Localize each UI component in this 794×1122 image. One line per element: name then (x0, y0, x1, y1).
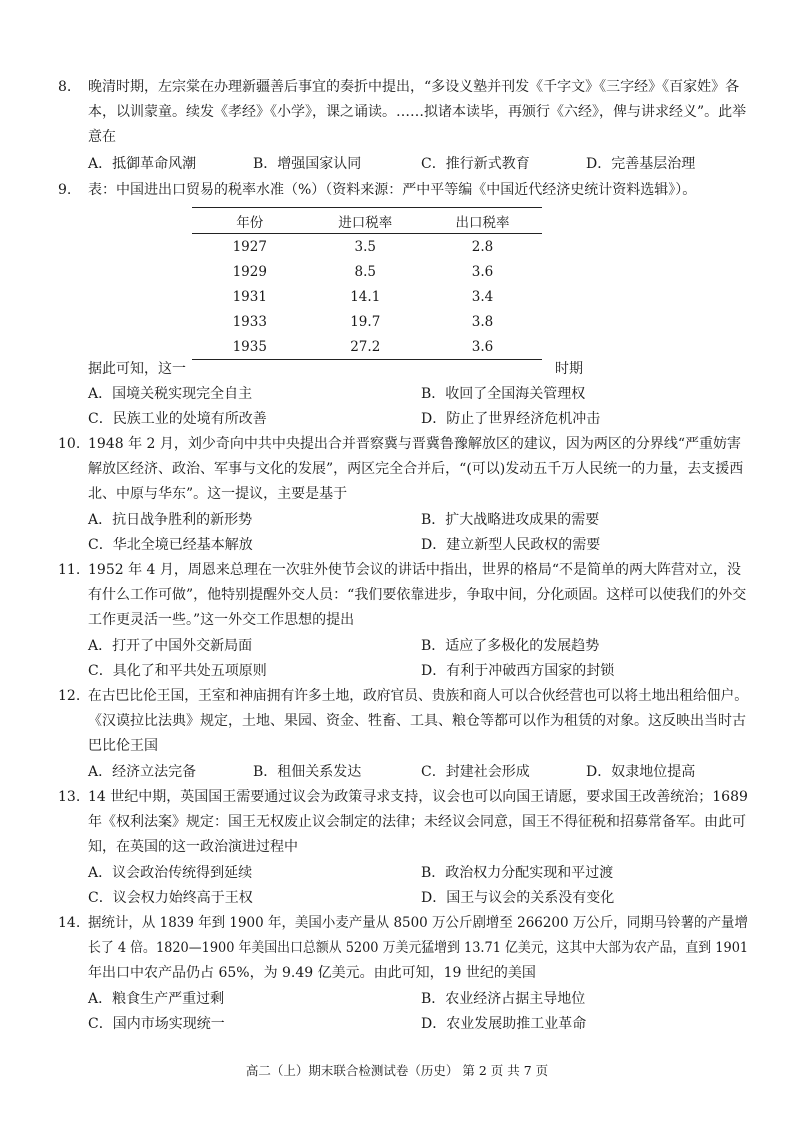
option-a: A．抵御革命风潮 (88, 156, 197, 172)
question-text: 晚清时期，左宗棠在办理新疆善后事宜的奏折中提出，“多设义塾并刊发《千字文》《三字经》《百家姓》各 (88, 79, 740, 95)
table-cell: 1931 (232, 288, 267, 305)
question-text: 解放区经济、政治、军事与文化的发展”，两区完全合并后，“(可以)发动五千万人民统一的力量，去支援西 (88, 461, 744, 477)
table-cell: 1933 (232, 313, 267, 330)
question-text: 1948 年 2 月，刘少奇向中共中央提出合并晋察冀与晋冀鲁豫解放区的建议，因为两区的分界线“严重妨害 (88, 436, 742, 452)
question-text: 工作更灵活一些。”这一外交工作思想的提出 (88, 612, 355, 628)
option-a: A．粮食生产严重过剩 (88, 991, 225, 1007)
option-b: B．收回了全国海关管理权 (421, 386, 586, 402)
question-10-options-row-2 (88, 533, 748, 558)
option-d: D．有利于冲破西方国家的封锁 (421, 663, 615, 679)
question-text: 长了 4 倍。1820—1900 年美国出口总额从 5200 万美元猛增到 13.71 亿美元，这其中大部为农产品，直到 1901 (88, 940, 749, 956)
table-cell: 1927 (232, 238, 267, 255)
option-a: A．经济立法完备 (88, 764, 197, 780)
option-b: B．租佃关系发达 (253, 764, 362, 780)
table-cell: 1929 (232, 263, 267, 280)
option-c: C．民族工业的处境有所改善 (88, 411, 267, 427)
question-text: 年出口中农产品仍占 65%，为 9.49 亿美元。由此可知，19 世纪的美国 (88, 965, 536, 981)
option-b: B．增强国家认同 (253, 156, 362, 172)
table-cell: 3.6 (471, 263, 494, 280)
table-cell: 19.7 (350, 313, 381, 330)
table-cell: 14.1 (350, 288, 381, 305)
table-row (192, 234, 542, 260)
table-cell: 3.4 (471, 288, 494, 305)
question-12 (58, 684, 748, 759)
option-c: C．国内市场实现统一 (88, 1016, 225, 1032)
option-b: B．政治权力分配实现和平过渡 (421, 865, 614, 881)
question-14 (58, 911, 748, 986)
question-13 (58, 785, 748, 860)
table-cell: 8.5 (354, 263, 376, 280)
table-cell: 1935 (232, 338, 267, 355)
question-number: 12. (58, 688, 81, 704)
question-9-options-row-1 (88, 382, 748, 407)
question-text: 在古巴比伦王国，王室和神庙拥有许多土地，政府官员、贵族和商人可以合伙经营也可以将土地出租给佃户。 (88, 688, 748, 704)
question-text: 意在 (88, 129, 116, 145)
question-number: 11. (58, 562, 81, 578)
option-d: D．完善基层治理 (586, 156, 696, 172)
question-number: 13. (58, 789, 81, 805)
option-c: C．华北全境已经基本解放 (88, 537, 253, 553)
table-cell: 3.5 (354, 238, 376, 255)
question-13-options-row-1 (88, 861, 748, 886)
option-a: A．国境关税实现完全自主 (88, 386, 253, 402)
question-8-options (88, 152, 748, 177)
question-text: 年《权利法案》规定：国王无权废止议会制定的法律；未经议会同意，国王不得征税和招募常备军。由此可 (88, 814, 746, 830)
table-row (192, 259, 542, 284)
question-text: 据统计，从 1839 年到 1900 年，美国小麦产量从 8500 万公斤剧增至 266200 万公斤，同期马铃薯的产量增 (88, 915, 748, 931)
column-header-export-rate: 出口税率 (455, 214, 510, 231)
option-c: C．封建社会形成 (421, 764, 530, 780)
option-a: A．抗日战争胜利的新形势 (88, 512, 253, 528)
table-cell: 3.6 (471, 338, 494, 355)
tariff-table (192, 207, 542, 360)
question-number: 8. (58, 79, 72, 95)
question-text: 1952 年 4 月，周恩来总理在一次驻外使节会议的讲话中指出，世界的格局“不是简单的两大阵营对立，没 (88, 562, 742, 578)
option-d: D．奴隶地位提高 (586, 764, 696, 780)
question-9-stem-left: 据此可知，这一 (88, 361, 186, 377)
question-13-options-row-2 (88, 886, 748, 911)
question-text: 巴比伦王国 (88, 738, 158, 754)
question-9-options-row-2 (88, 407, 748, 432)
question-text: 14 世纪中期，英国国王需要通过议会为政策寻求支持，议会也可以向国王请愿，要求国王改善统治；1689 (88, 789, 748, 805)
question-14-options-row-1 (88, 987, 748, 1012)
question-9-stem-right: 时期 (555, 361, 583, 377)
question-12-options (88, 760, 748, 785)
option-b: B．扩大战略进攻成果的需要 (421, 512, 600, 528)
question-text: 《汉谟拉比法典》规定，土地、果园、资金、牲畜、工具、粮仓等都可以作为租赁的对象。这反映出当时古 (88, 713, 746, 729)
question-text: 本，以训蒙童。续发《孝经》《小学》，课之诵读。……拟诸本读毕，再颁行《六经》，俾与讲求经义”。此举 (88, 104, 747, 120)
question-9 (58, 178, 748, 203)
option-a: A．打开了中国外交新局面 (88, 638, 253, 654)
option-c: C．具化了和平共处五项原则 (88, 663, 267, 679)
question-11-options-row-2 (88, 659, 748, 684)
table-cell: 3.8 (471, 313, 494, 330)
table-row (192, 334, 542, 360)
table-caption: 表：中国进出口贸易的税率水准（%）（资料来源：严中平等编《中国近代经济史统计资料选辑》）。 (88, 182, 697, 198)
table-header-row (192, 208, 542, 234)
table-cell: 2.8 (471, 238, 494, 255)
question-11-options-row-1 (88, 634, 748, 659)
option-d: D．农业发展助推工业革命 (421, 1016, 587, 1032)
question-number: 14. (58, 915, 81, 931)
question-text: 知，在英国的这一政治演进过程中 (88, 839, 298, 855)
option-d: D．防止了世界经济危机冲击 (421, 411, 601, 427)
option-c: C．推行新式教育 (421, 156, 530, 172)
question-number: 10. (58, 436, 81, 452)
question-10-options-row-1 (88, 508, 748, 533)
table-row (192, 309, 542, 334)
question-number: 9. (58, 182, 72, 198)
question-14-options-row-2 (88, 1012, 748, 1037)
question-text: 北、中原与华东”。这一提议，主要是基于 (88, 486, 348, 502)
table-row (192, 284, 542, 309)
option-a: A．议会政治传统得到延续 (88, 865, 253, 881)
question-text: 有什么工作可做”，他特别提醒外交人员：“我们要依靠进步，争取中间，分化顽固。这样可以使我们的外交 (88, 587, 747, 603)
option-b: B．农业经济占据主导地位 (421, 991, 586, 1007)
page-footer: 高二（上）期末联合检测试卷（历史） 第 2 页 共 7 页 (245, 1063, 549, 1078)
option-d: D．建立新型人民政权的需要 (421, 537, 601, 553)
table-cell: 27.2 (350, 338, 381, 355)
question-10 (58, 432, 748, 507)
question-11 (58, 558, 748, 633)
column-header-import-rate: 进口税率 (338, 214, 393, 231)
question-8 (58, 75, 748, 150)
option-d: D．国王与议会的关系没有变化 (421, 890, 615, 906)
option-b: B．适应了多极化的发展趋势 (421, 638, 600, 654)
option-c: C．议会权力始终高于王权 (88, 890, 253, 906)
column-header-year: 年份 (236, 214, 264, 231)
